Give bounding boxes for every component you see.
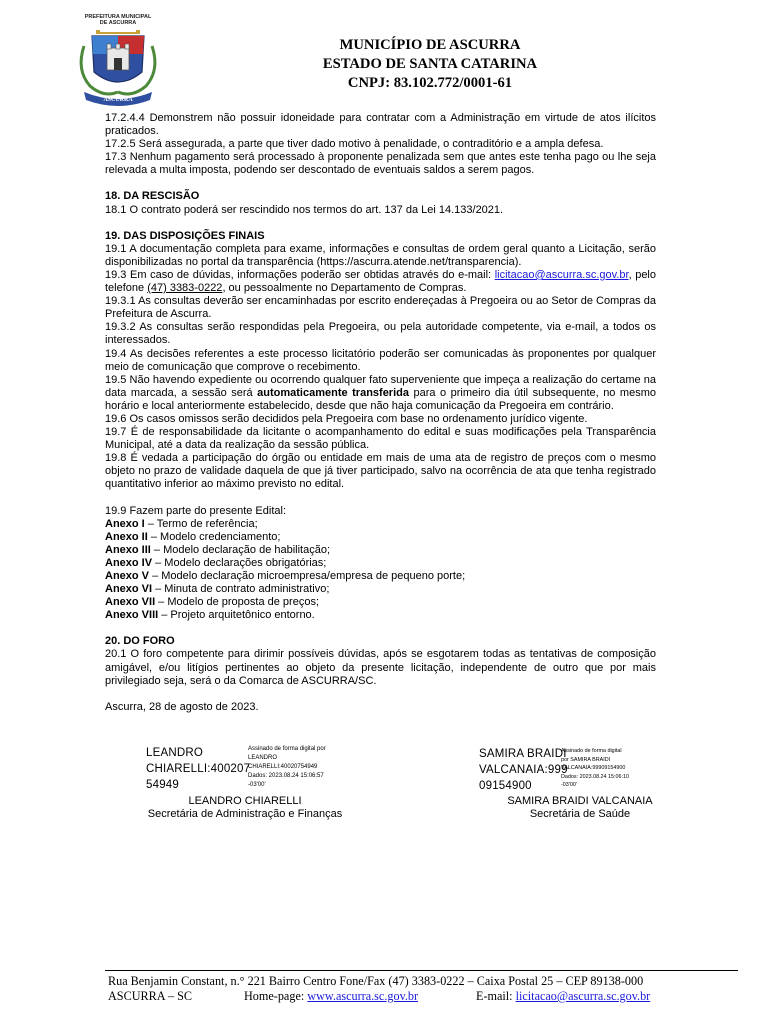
- annex-item: [105, 609, 656, 622]
- annex-item: [105, 518, 656, 531]
- crest-caption-line2: DE ASCURRA: [99, 20, 137, 26]
- annex-description: – Modelo de proposta de preços;: [155, 596, 320, 609]
- annex-item: [105, 583, 656, 596]
- sig-left-big-line3: 54949: [146, 779, 179, 791]
- annex-label: Anexo V: [105, 570, 150, 582]
- sig-right-small-line3: VALCANAIA:99909154900: [561, 765, 626, 771]
- sig-left-small-line4: Dados: 2023.08.24 15:06:57: [248, 773, 324, 779]
- footer-email-label: E-mail:: [476, 989, 516, 1003]
- section-20-heading: 20. DO FORO: [105, 635, 175, 648]
- sig-left-small-line3: CHIARELLI:40020754949: [248, 764, 318, 770]
- municipal-crest: [70, 14, 166, 108]
- annex-label: Anexo I: [105, 517, 145, 530]
- clause-19-6: 19.6 Os casos omissos serão decididos pela Pregoeira com base no ordenamento jurídico vigente.: [105, 412, 588, 425]
- coat-of-arms-icon: [70, 26, 166, 108]
- annex-list: [105, 518, 656, 623]
- footer-city: ASCURRA – SC: [108, 989, 192, 1003]
- clause-19-3-text: 19.3 Em caso de dúvidas, informações poderão ser obtidas através do e-mail:: [105, 268, 495, 281]
- annex-label: Anexo VI: [105, 583, 153, 596]
- annex-item: [105, 557, 656, 570]
- clause-19-3-1: 19.3.1 As consultas deverão ser encaminhadas por escrito endereçadas à Pregoeira ou ao Setor de Compras da Prefeitura de Ascurra.: [105, 295, 656, 321]
- document-body: [105, 112, 656, 714]
- sig-right-small-line5: -03'00': [561, 782, 577, 788]
- homepage-link[interactable]: www.ascurra.sc.gov.br: [307, 989, 419, 1003]
- clause-17-3: 17.3 Nenhum pagamento será processado à proponente penalizada sem que antes este tenha pago ou lhe seja relevada a multa imposta, podendo ser descontado de eventuais saldos a serem pagos.: [105, 151, 656, 177]
- annex-item: [105, 531, 656, 544]
- document-date: Ascurra, 28 de agosto de 2023.: [105, 700, 259, 713]
- sig-left-small-line5: -03'00': [248, 782, 266, 788]
- annex-label: Anexo VIII: [105, 609, 159, 622]
- clause-18-1: 18.1 O contrato poderá ser rescindido nos termos do art. 137 da Lei 14.133/2021.: [105, 203, 504, 216]
- annex-item: [105, 596, 656, 609]
- clause-19-3-2: 19.3.2 As consultas serão respondidas pela Pregoeira, ou pela autoridade competente, via e-mail, a todos os interessados.: [105, 321, 656, 347]
- clause-19-9: 19.9 Fazem parte do presente Edital:: [105, 504, 286, 517]
- header-municipality: MUNICÍPIO DE ASCURRA: [339, 37, 521, 53]
- signer-right-role: Secretária de Saúde: [529, 808, 631, 820]
- clause-19-5: [105, 374, 656, 413]
- clause-19-3-text2: , pelo telefone: [105, 268, 656, 295]
- annex-description: – Termo de referência;: [144, 517, 258, 530]
- sig-right-small-line4: Dados: 2023.08.24 15:06:10: [561, 773, 630, 780]
- footer-email-link[interactable]: licitacao@ascurra.sc.gov.br: [515, 989, 651, 1003]
- sig-left-small-line1: Assinado de forma digital por: [248, 746, 326, 752]
- annex-label: Anexo VII: [105, 596, 156, 609]
- clause-19-5-text: 19.5 Não havendo expediente ou ocorrendo qualquer fato superveniente que impeça a realização do certame na data marcada, a sessão será: [105, 373, 656, 399]
- annex-description: – Modelo declaração de habilitação;: [150, 543, 331, 556]
- clause-17-2-5: 17.2.5 Será assegurada, a parte que tiver dado motivo à penalidade, o contraditório e a ampla defesa.: [105, 138, 604, 151]
- sig-left-big-line1: LEANDRO: [146, 747, 203, 759]
- signature-left-stamp: [146, 745, 250, 793]
- annex-description: – Modelo declaração microempresa/empresa de pequeno porte;: [149, 570, 466, 582]
- header-cnpj: CNPJ: 83.102.772/0001-61: [347, 75, 513, 91]
- signer-left-name: LEANDRO CHIARELLI: [188, 795, 302, 807]
- sig-right-big-line3: 09154900: [479, 780, 532, 792]
- clause-19-4: 19.4 As decisões referentes a este processo licitatório poderão ser comunicadas às proponentes por qualquer meio de comunicação que comprove o recebimento.: [105, 347, 656, 373]
- footer-email: [476, 989, 650, 1004]
- phone-number: (47) 3383-0222: [147, 282, 223, 295]
- sig-right-small-line2: por SAMIRA BRAIDI: [561, 756, 611, 763]
- footer-homepage: [244, 989, 418, 1004]
- clause-19-3: [105, 269, 656, 295]
- annex-label: Anexo IV: [105, 556, 153, 569]
- sig-left-small-line2: LEANDRO: [248, 755, 278, 761]
- annex-description: – Projeto arquitetônico entorno.: [158, 609, 315, 622]
- clause-19-8: 19.8 É vedada a participação do órgão ou entidade em mais de uma ata de registro de preços com o mesmo objeto no prazo de validade daquela de que já tiver participado, salvo na ocorrência de ata que tenha registrado quantitativo inferior ao máximo previsto no edital.: [105, 452, 656, 491]
- sig-right-big-line1: SAMIRA BRAIDI: [479, 748, 567, 760]
- clause-19-7: 19.7 É de responsabilidade da licitante o acompanhamento do edital e suas modificações pela Transparência Municipal, até a data da realização da sessão pública.: [105, 426, 656, 452]
- clause-19-3-text3: , ou pessoalmente no Departamento de Compras.: [222, 282, 467, 295]
- annex-item: [105, 570, 656, 583]
- clause-19-5-text2: para o primeiro dia útil subsequente, no mesmo horário e local anteriormente estabelecido, desde que não haja comunicação da Pregoeira em contrário.: [105, 386, 656, 412]
- annex-label: Anexo III: [105, 543, 151, 556]
- crest-ribbon-text: ASCURRA: [103, 97, 133, 103]
- footer-divider: [105, 970, 738, 971]
- footer-address: Rua Benjamin Constant, n.° 221 Bairro Centro Fone/Fax (47) 3383-0222 – Caixa Postal 25 – CEP 89138-000: [108, 974, 644, 988]
- sig-left-big-line2: CHIARELLI:400207: [146, 763, 251, 775]
- signature-right-details: [561, 747, 629, 790]
- annex-item: [105, 544, 656, 557]
- signer-left-role: Secretária de Administração e Finanças: [147, 808, 343, 820]
- signature-left-details: [248, 745, 326, 790]
- clause-19-1: 19.1 A documentação completa para exame, informações e consultas de ordem geral quanto a Licitação, serão disponibilizadas no portal da transparência (https://ascurra.atende.net/transparencia).: [105, 242, 656, 268]
- annex-description: – Modelo credenciamento;: [147, 530, 281, 543]
- footer-homepage-label: Home-page:: [244, 989, 308, 1003]
- crest-caption-line1: PREFEITURA MUNICIPAL: [84, 14, 152, 20]
- section-19-heading: 19. DAS DISPOSIÇÕES FINAIS: [105, 229, 265, 242]
- email-link[interactable]: licitacao@ascurra.sc.gov.br: [494, 268, 629, 281]
- sig-right-big-line2: VALCANAIA:999: [479, 764, 568, 776]
- signer-right-name: SAMIRA BRAIDI VALCANAIA: [507, 795, 653, 807]
- clause-19-5-bold: automaticamente transferida: [257, 386, 409, 399]
- sig-right-small-line1: Assinado de forma digital: [561, 748, 622, 754]
- clause-20-1: 20.1 O foro competente para dirimir possíveis dúvidas, após se esgotarem todas as tentativas de composição amigável, e/ou litígios pertinentes ao objeto da presente licitação, independente de outro que por mais privilegiado seja, será o da Comarca de ASCURRA/SC.: [105, 648, 656, 687]
- crest-caption: [70, 14, 166, 26]
- annex-description: – Minuta de contrato administrativo;: [152, 583, 330, 596]
- section-18-heading: 18. DA RESCISÃO: [105, 190, 200, 203]
- signature-right-stamp: [479, 746, 568, 794]
- header-state: ESTADO DE SANTA CATARINA: [322, 56, 538, 72]
- annex-label: Anexo II: [105, 530, 148, 543]
- annex-description: – Modelo declarações obrigatórias;: [152, 556, 327, 569]
- clause-17-2-4-4: 17.2.4.4 Demonstrem não possuir idoneidade para contratar com a Administração em virtude de atos ilícitos praticados.: [105, 112, 656, 138]
